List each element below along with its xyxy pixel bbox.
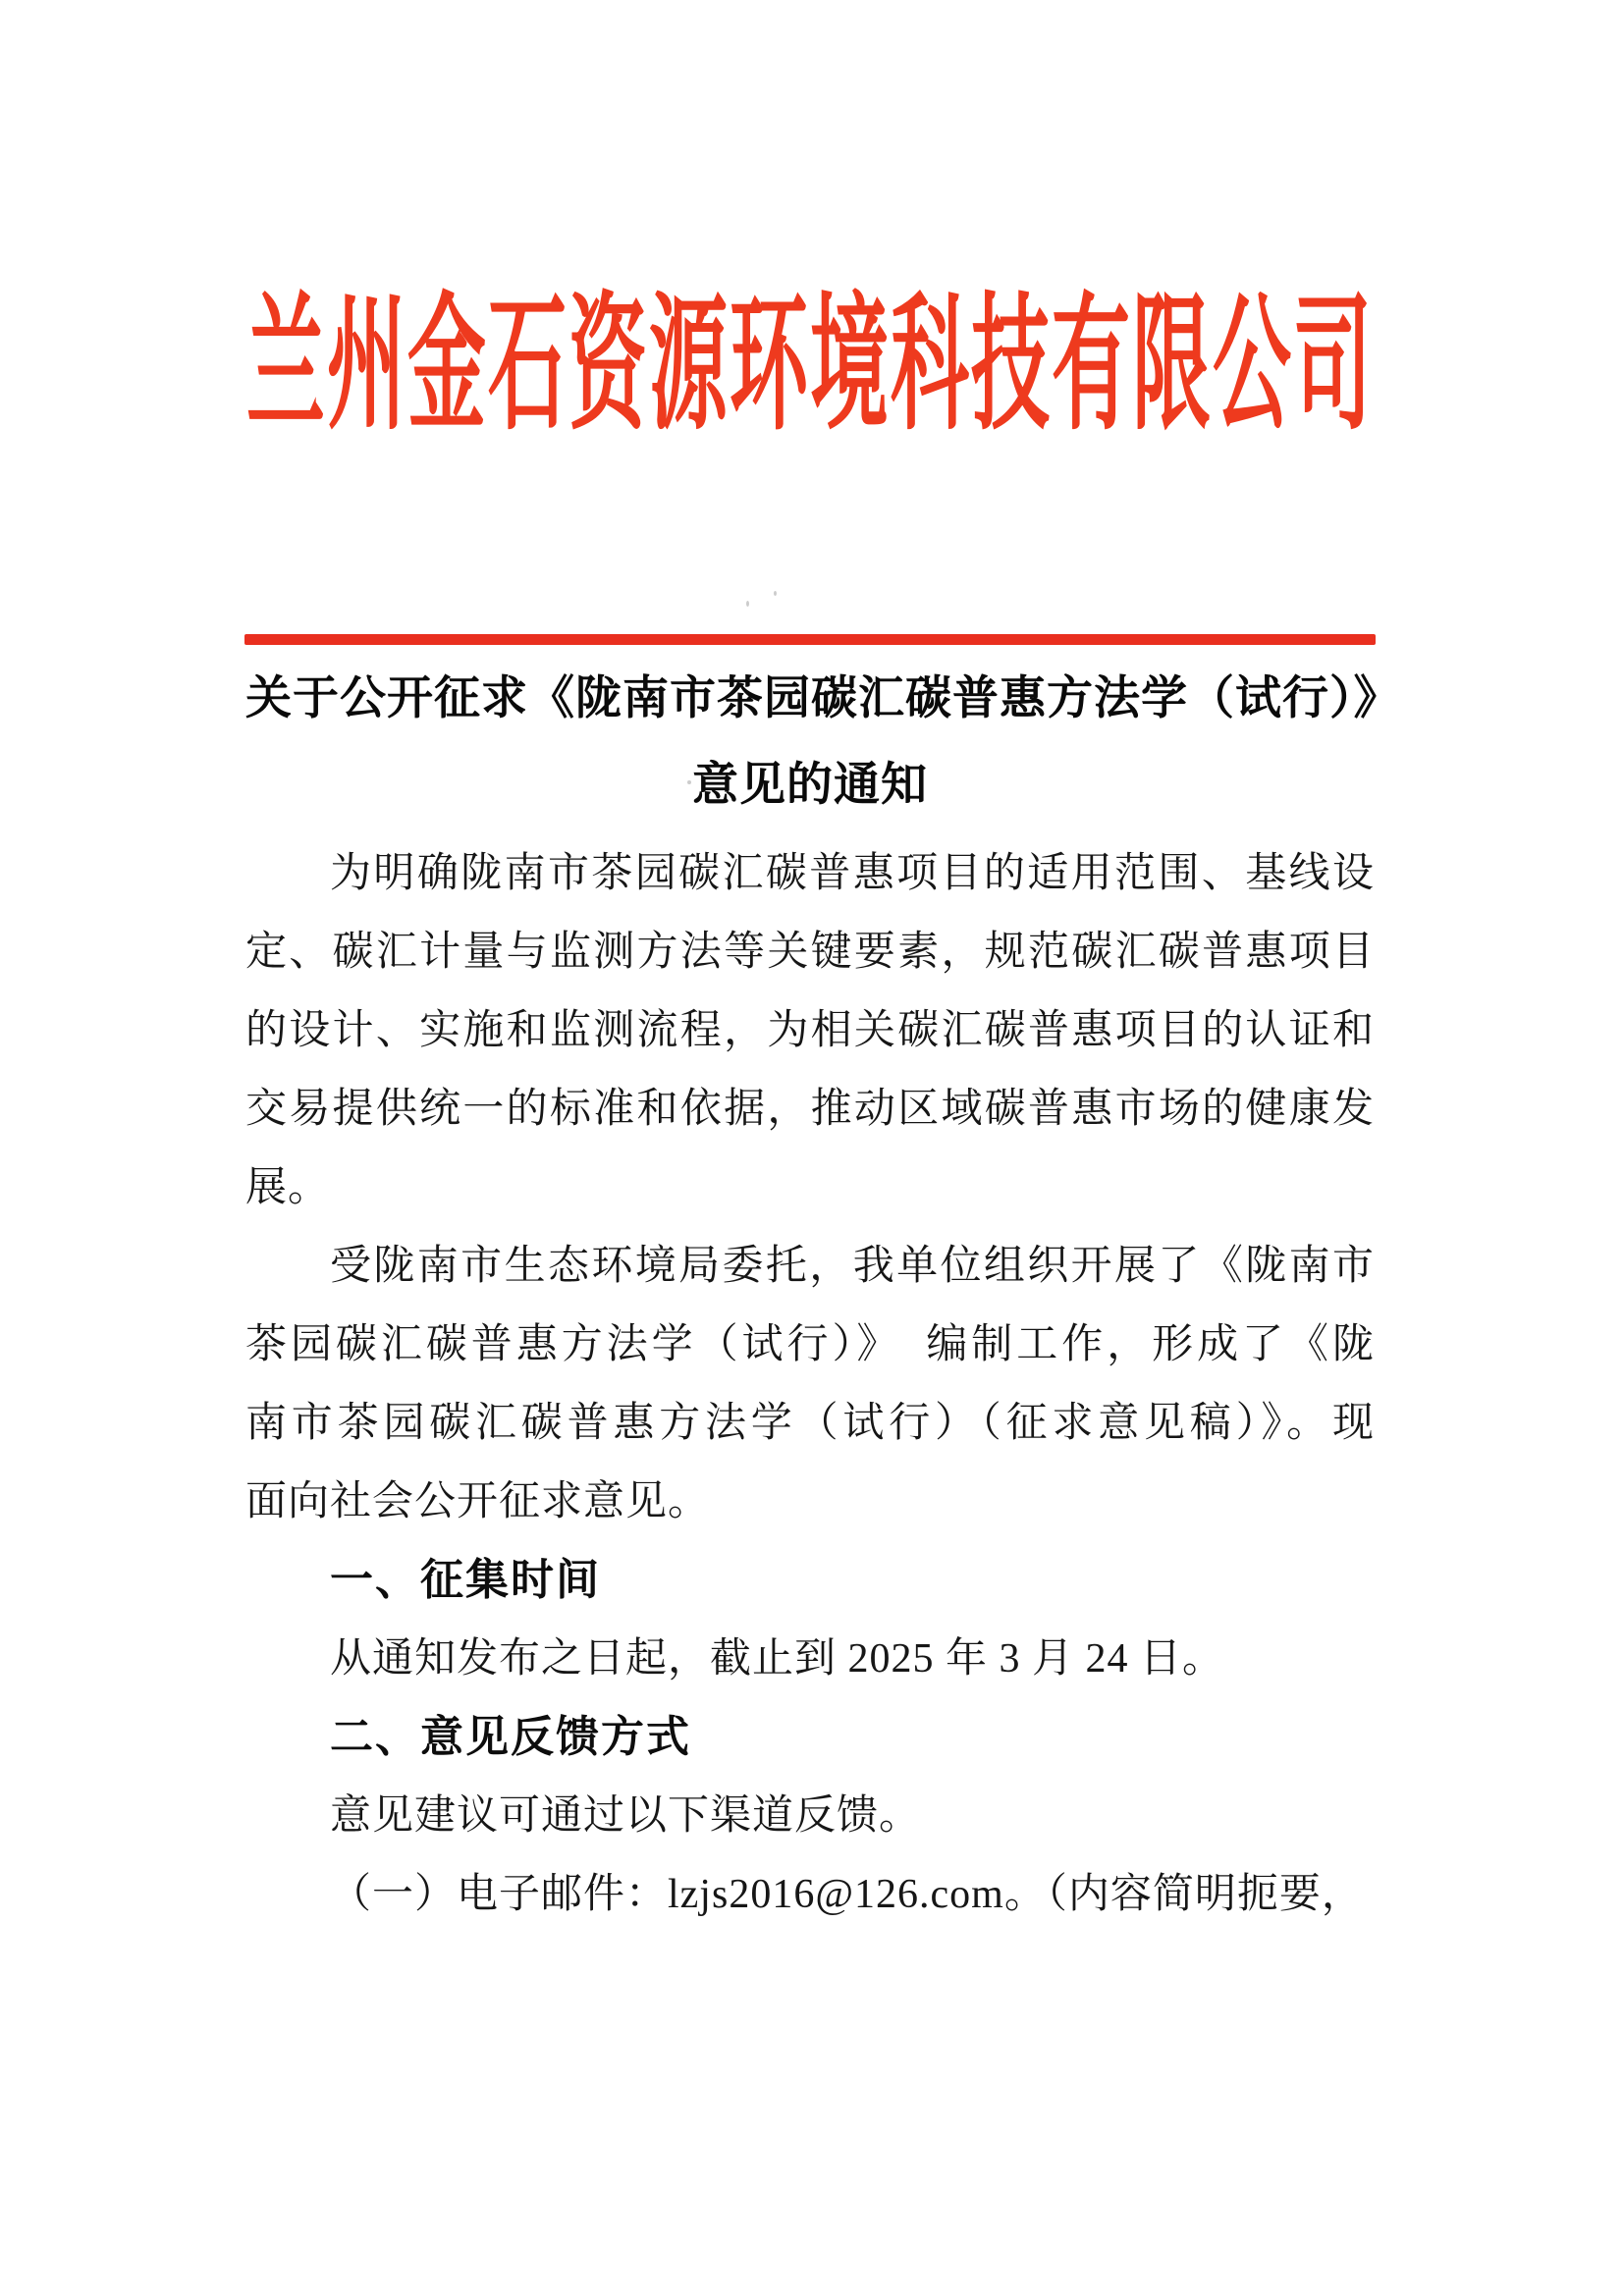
scan-speckle: [746, 601, 749, 607]
text-line: 交易提供统一的标准和依据，推动区域碳普惠市场的健康发: [245, 1087, 1375, 1132]
text-line: 定、碳汇计量与监测方法等关键要素，规范碳汇碳普惠项目: [245, 930, 1375, 975]
text-line: 的设计、实施和监测流程，为相关碳汇碳普惠项目的认证和: [245, 1008, 1375, 1053]
section-heading: 二、意见反馈方式: [330, 1713, 691, 1761]
text-line: 茶园碳汇碳普惠方法学（试行）》 编制工作，形成了《陇: [245, 1322, 1375, 1367]
notice-title-line-1: 关于公开征求《陇南市茶园碳汇碳普惠方法学（试行）》: [245, 673, 1401, 724]
text-line: 为明确陇南市茶园碳汇碳普惠项目的适用范围、基线设: [330, 851, 1375, 896]
notice-title: [245, 656, 1401, 828]
text-line: 从通知发布之日起，截止到 2025 年 3 月 24 日。: [330, 1636, 1225, 1682]
scan-speckle: [774, 591, 777, 596]
scan-speckle: [687, 780, 691, 784]
letterhead-divider-line: [244, 634, 1376, 645]
letterhead-company-name: 兰州金石资源环境科技有限公司: [246, 286, 1374, 449]
notice-title-line-2: 意见的通知: [692, 760, 928, 811]
body-lines: [245, 834, 1375, 1934]
section-heading: 一、征集时间: [330, 1556, 601, 1604]
text-line: 展。: [245, 1165, 331, 1210]
text-line: 受陇南市生态环境局委托，我单位组织开展了《陇南市: [330, 1244, 1375, 1289]
text-line: 南市茶园碳汇碳普惠方法学（试行）（征求意见稿）》。现: [245, 1401, 1375, 1446]
text-line: （一）电子邮件：lzjs2016@126.com。（内容简明扼要，: [330, 1872, 1364, 1917]
text-line: 面向社会公开征求意见。: [245, 1479, 711, 1524]
text-line: 意见建议可通过以下渠道反馈。: [330, 1793, 922, 1839]
